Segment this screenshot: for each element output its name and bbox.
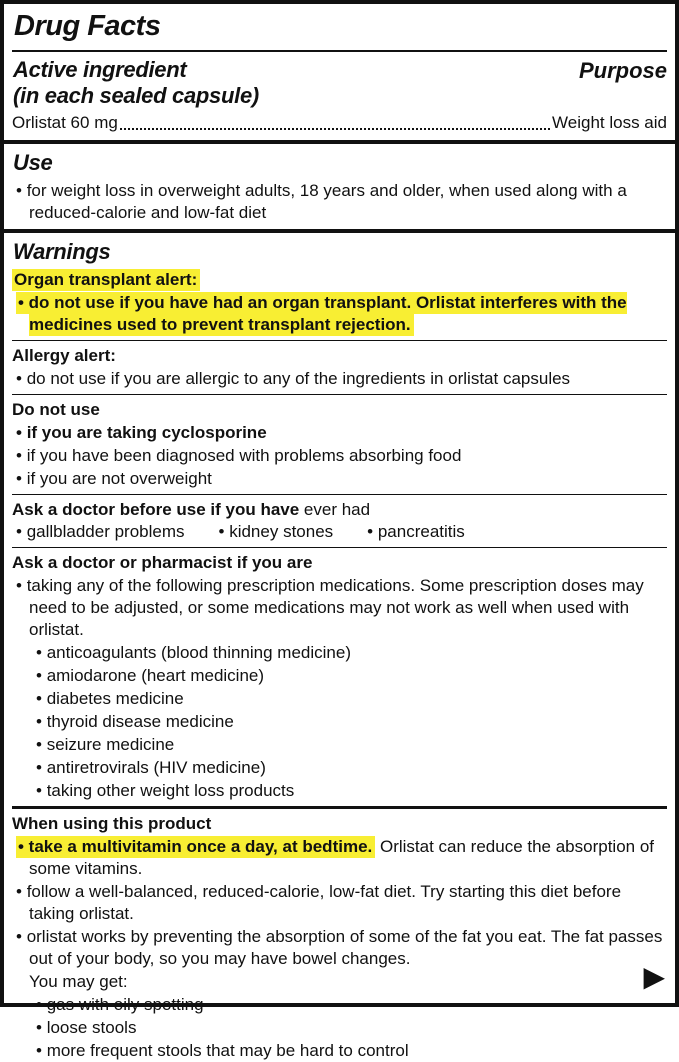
use-heading: Use <box>13 150 53 175</box>
page-title: Drug Facts <box>14 10 161 42</box>
use-section <box>12 149 667 224</box>
medication-item: • diabetes medicine <box>32 688 667 710</box>
ask-doctor-item-3: • pancreatitis <box>367 521 465 543</box>
side-effect-item: • loose stools <box>32 1017 667 1039</box>
divider <box>12 50 667 52</box>
do-not-use-label: Do not use <box>12 400 100 419</box>
purpose-heading: Purpose <box>578 58 667 83</box>
side-effect-item: • gas with oily spotting <box>32 994 667 1016</box>
when-using-bullet-3: • orlistat works by preventing the absorption of some of the fat you eat. The fat passes out of your body, so you may have bowel changes. <box>12 926 667 970</box>
ask-doctor-pharmacist-bullet: • taking any of the following prescription medications. Some prescription doses may need to be adjusted, or some medications may not work as well when used with orlistat. <box>12 575 667 641</box>
divider <box>12 394 667 395</box>
medication-item: • antiretrovirals (HIV medicine) <box>32 757 667 779</box>
dotted-leader <box>120 128 550 130</box>
continuation-arrow-icon: ▶ <box>643 961 665 992</box>
ingredient-row <box>12 112 667 135</box>
when-using-label: When using this product <box>12 814 212 833</box>
divider <box>12 494 667 495</box>
do-not-use-bullet-3: • if you are not overweight <box>12 468 667 490</box>
multivitamin-highlight: • take a multivitamin once a day, at bedtime. <box>16 836 375 858</box>
active-ingredient-section <box>12 56 667 135</box>
do-not-use-bullet-2: • if you have been diagnosed with problems absorbing food <box>12 445 667 467</box>
medication-item: • thyroid disease medicine <box>32 711 667 733</box>
section-bar <box>4 229 675 233</box>
you-may-get-label: You may get: <box>29 972 128 991</box>
ask-doctor-item-2: • kidney stones <box>219 521 334 543</box>
active-ingredient-heading-line1: Active ingredient <box>13 57 187 82</box>
divider <box>12 547 667 548</box>
when-using-bullet-1: • take a multivitamin once a day, at bedtime. Orlistat can reduce the absorption of some vitamins. <box>18 837 655 878</box>
section-bar <box>4 140 675 144</box>
active-ingredient-heading-line2: (in each sealed capsule) <box>13 83 259 108</box>
use-bullet: • for weight loss in overweight adults, 18 years and older, when used along with a reduced-calorie and low-fat diet <box>12 180 667 224</box>
allergy-alert-bullet: • do not use if you are allergic to any of the ingredients in orlistat capsules <box>12 368 667 390</box>
ask-doctor-pharmacist-label: Ask a doctor or pharmacist if you are <box>12 553 313 572</box>
organ-transplant-alert-label: Organ transplant alert: <box>12 269 667 291</box>
warnings-heading: Warnings <box>13 239 111 264</box>
side-effect-item: • more frequent stools that may be hard to control <box>32 1040 667 1062</box>
medication-item: • seizure medicine <box>32 734 667 756</box>
ask-doctor-items <box>12 521 667 543</box>
do-not-use-bullet-1: • if you are taking cyclosporine <box>12 422 667 444</box>
medication-item: • taking other weight loss products <box>32 780 667 802</box>
medication-item: • anticoagulants (blood thinning medicine) <box>32 642 667 664</box>
divider <box>12 806 667 809</box>
ask-doctor-label: Ask a doctor before use if you have ever had <box>12 500 371 519</box>
purpose-value: Weight loss aid <box>552 113 667 132</box>
organ-transplant-alert-bullet: • do not use if you have had an organ transplant. Orlistat interferes with the medicines used to prevent transplant rejection. <box>18 293 627 334</box>
divider <box>12 340 667 341</box>
allergy-alert-label: Allergy alert: <box>12 346 116 365</box>
when-using-bullet-2: • follow a well-balanced, reduced-calorie, low-fat diet. Try starting this diet before taking orlistat. <box>12 881 667 925</box>
ingredient-name: Orlistat 60 mg <box>12 113 118 132</box>
warnings-section <box>12 238 667 1062</box>
medication-item: • amiodarone (heart medicine) <box>32 665 667 687</box>
ask-doctor-item-1: • gallbladder problems <box>16 521 185 543</box>
